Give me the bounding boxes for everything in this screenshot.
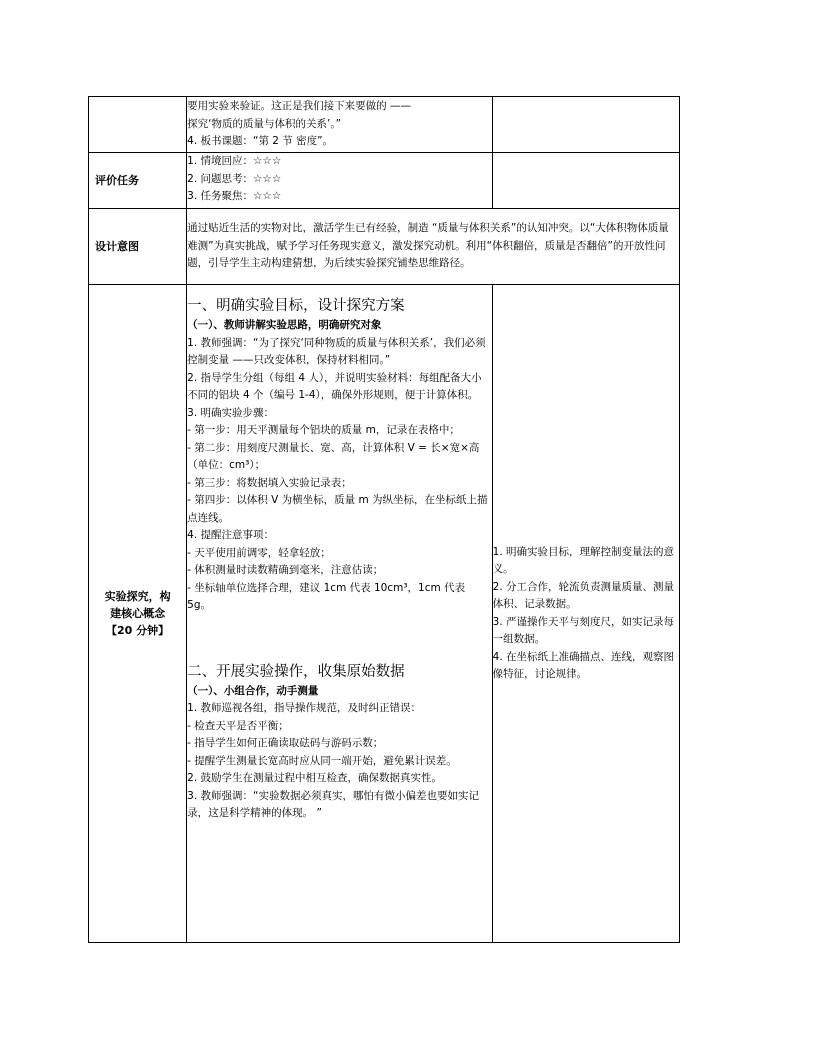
student-line: 2. 分工合作，轮流负责测量质量、测量体积、记录数据。 <box>492 580 675 610</box>
explore-label-line: 实验探究，构 <box>104 590 171 603</box>
section-subheading: （一）、小组合作，动手测量 <box>187 684 319 697</box>
activity-line: 3. 教师强调：“实验数据必须真实，哪怕有微小偏差也要如实记录，这是科学精神的体现。 ” <box>187 789 479 819</box>
activity-line: - 第四步：以体积 V 为横坐标，质量 m 为纵坐标，在坐标纸上描点连线。 <box>187 494 488 524</box>
activity-line: 1. 教师巡视各组，指导操作规范，及时纠正错误： <box>187 702 422 714</box>
eval-line: 2. 问题思考：☆☆☆ <box>187 172 282 185</box>
activity-line: - 坐标轴单位选择合理，建议 1cm 代表 10cm³，1cm 代表 5g。 <box>187 581 466 611</box>
lesson-plan-table <box>88 96 680 943</box>
student-activity-cell <box>492 285 679 943</box>
student-line: 1. 明确实验目标，理解控制变量法的意义。 <box>492 545 675 575</box>
activity-line: 3. 明确实验步骤： <box>187 406 275 419</box>
intro-row <box>89 97 680 153</box>
intro-line: 4. 板书课题：“第 2 节 密度”。 <box>187 135 334 147</box>
activity-line: 2. 鼓励学生在测量过程中相互检查，确保数据真实性。 <box>187 772 443 784</box>
activity-line: 4. 提醒注意事项： <box>187 529 275 541</box>
design-label: 设计意图 <box>89 209 187 285</box>
explore-label <box>89 285 187 943</box>
eval-label: 评价任务 <box>89 153 187 209</box>
intro-text-cell <box>187 97 493 153</box>
section-heading: 一、明确实验目标，设计探究方案 <box>187 298 405 314</box>
section-subheading: （一）、教师讲解实验思路，明确研究对象 <box>187 319 382 331</box>
eval-student-cell <box>492 153 679 209</box>
activity-line: - 第三步：将数据填入实验记录表； <box>187 476 352 489</box>
activity-line: - 体积测量时读数精确到毫米，注意估读； <box>187 564 384 576</box>
intro-line: 探究‘物质的质量与体积的关系’。” <box>187 117 342 130</box>
activity-line: - 天平使用前调零，轻拿轻放； <box>187 546 331 559</box>
activity-line: 2. 指导学生分组（每组 4 人），并说明实验材料：每组配备大小不同的铝块 4 个（编号 1-4），确保外形规则，便于计算体积。 <box>187 371 482 401</box>
section-heading: 二、开展实验操作，收集原始数据 <box>187 663 405 680</box>
eval-line: 3. 任务聚焦：☆☆☆ <box>187 190 282 202</box>
teacher-activity-cell <box>187 285 493 943</box>
activity-line: - 提醒学生测量长宽高时应从同一端开始，避免累计误差。 <box>187 754 457 767</box>
student-line: 4. 在坐标纸上准确描点、连线，观察图像特征，讨论规律。 <box>492 650 675 680</box>
design-paragraph: 通过贴近生活的实物对比，激活学生已有经验，制造 “质量与体积关系”的认知冲突。以“大体积物体质量难测”为真实挑战，赋予学习任务现实意义，激发探究动机。利用“体积翻倍，质量是否翻倍”的开放性问题，引导学生主动构建猜想，为后续实验探究铺垫思维路径。 <box>187 222 669 270</box>
intro-line: 要用实验来验证。这正是我们接下来要做的 —— <box>187 100 411 112</box>
eval-line: 1. 情境回应：☆☆☆ <box>187 155 282 167</box>
eval-text-cell <box>187 153 493 209</box>
activity-line: - 第一步：用天平测量每个铝块的质量 m，记录在表格中； <box>187 424 460 436</box>
design-text <box>187 209 680 285</box>
design-row <box>89 209 680 285</box>
explore-label-line: 【20 分钟】 <box>106 624 170 637</box>
section-gap <box>187 615 492 651</box>
activity-line: 1. 教师强调：“为了探究‘同种物质的质量与体积关系’，我们必须控制变量 ——只改变体积，保持材料相同。” <box>187 336 486 366</box>
activity-line: - 指导学生如何正确读取砝码与游码示数； <box>187 737 384 749</box>
activity-line: - 检查天平是否平衡； <box>187 719 289 732</box>
student-line: 3. 严谨操作天平与刻度尺，如实记录每一组数据。 <box>492 615 675 645</box>
explore-label-line: 建核心概念 <box>110 607 166 620</box>
intro-label-cell <box>89 97 187 153</box>
intro-student-cell <box>492 97 679 153</box>
eval-row <box>89 153 680 209</box>
explore-row <box>89 285 680 943</box>
activity-line: - 第二步：用刻度尺测量长、宽、高，计算体积 V = 长×宽×高（单位：cm³）； <box>187 441 480 471</box>
